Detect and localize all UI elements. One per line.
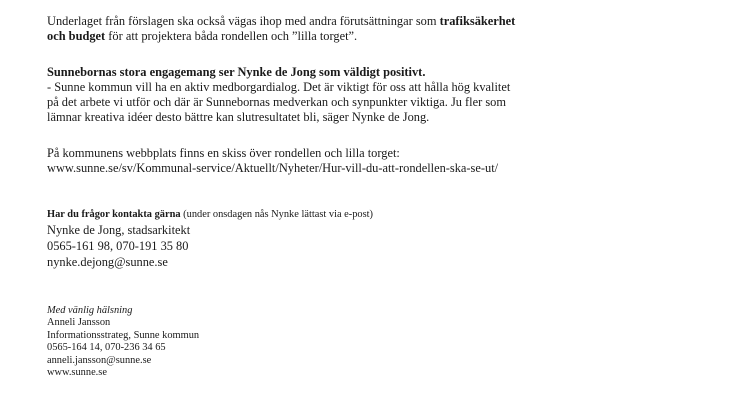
- engagement-heading-text: Sunnebornas stora engagemang ser Nynke de Jong som väldigt positivt.: [47, 65, 426, 79]
- website-paragraph: [47, 146, 687, 176]
- engagement-line: på det arbete vi utför och där är Sunnebornas medverkan och synpunkter viktiga. Ju fler som: [47, 95, 507, 109]
- website-intro: På kommunens webbplats finns en skiss över rondellen och lilla torget:: [47, 146, 400, 160]
- intro-paragraph: [47, 14, 687, 44]
- contact-name: Nynke de Jong, stadsarkitekt: [47, 223, 191, 237]
- engagement-line: - Sunne kommun vill ha en aktiv medborgardialog. Det är viktigt för oss att hålla hög kvalitet: [47, 80, 511, 94]
- engagement-heading: [47, 65, 687, 80]
- contact-heading-note: (under onsdagen nås Nynke lättast via e-post): [180, 209, 374, 220]
- engagement-paragraph: [47, 65, 687, 125]
- contact-heading-bold: Har du frågor kontakta gärna: [47, 209, 181, 220]
- signature-greeting: Med vänlig hälsning: [47, 305, 133, 316]
- contact-block: [47, 208, 687, 270]
- contact-email-link[interactable]: nynke.dejong@sunne.se: [47, 255, 168, 269]
- contact-phones: 0565-161 98, 070-191 35 80: [47, 239, 189, 253]
- signature-name: Anneli Jansson: [47, 317, 111, 329]
- signature-title: Informationsstrateg, Sunne kommun: [47, 329, 200, 341]
- engagement-line: lämnar kreativa idéer desto bättre kan slutresultatet bli, säger Nynke de Jong.: [47, 110, 430, 124]
- contact-heading: [47, 208, 687, 222]
- signature-block: [47, 305, 687, 379]
- intro-bold-trafiksakerhet: trafiksäkerhet: [439, 14, 516, 28]
- intro-line-2: [47, 29, 687, 44]
- intro-line-1-text: Underlaget från förslagen ska också vägas ihop med andra förutsättningar som: [47, 14, 440, 28]
- intro-line-2-text: för att projektera båda rondellen och ”lilla torget”.: [105, 29, 358, 43]
- signature-phones: 0565-164 14, 070-236 34 65: [47, 342, 166, 354]
- signature-email-link[interactable]: anneli.jansson@sunne.se: [47, 354, 152, 366]
- intro-bold-budget: och budget: [47, 29, 106, 43]
- signature-web-link[interactable]: www.sunne.se: [47, 367, 107, 379]
- website-url-link[interactable]: www.sunne.se/sv/Kommunal-service/Aktuellt/Nyheter/Hur-vill-du-att-rondellen-ska-se-ut/: [47, 161, 499, 175]
- intro-line-1: [47, 14, 687, 29]
